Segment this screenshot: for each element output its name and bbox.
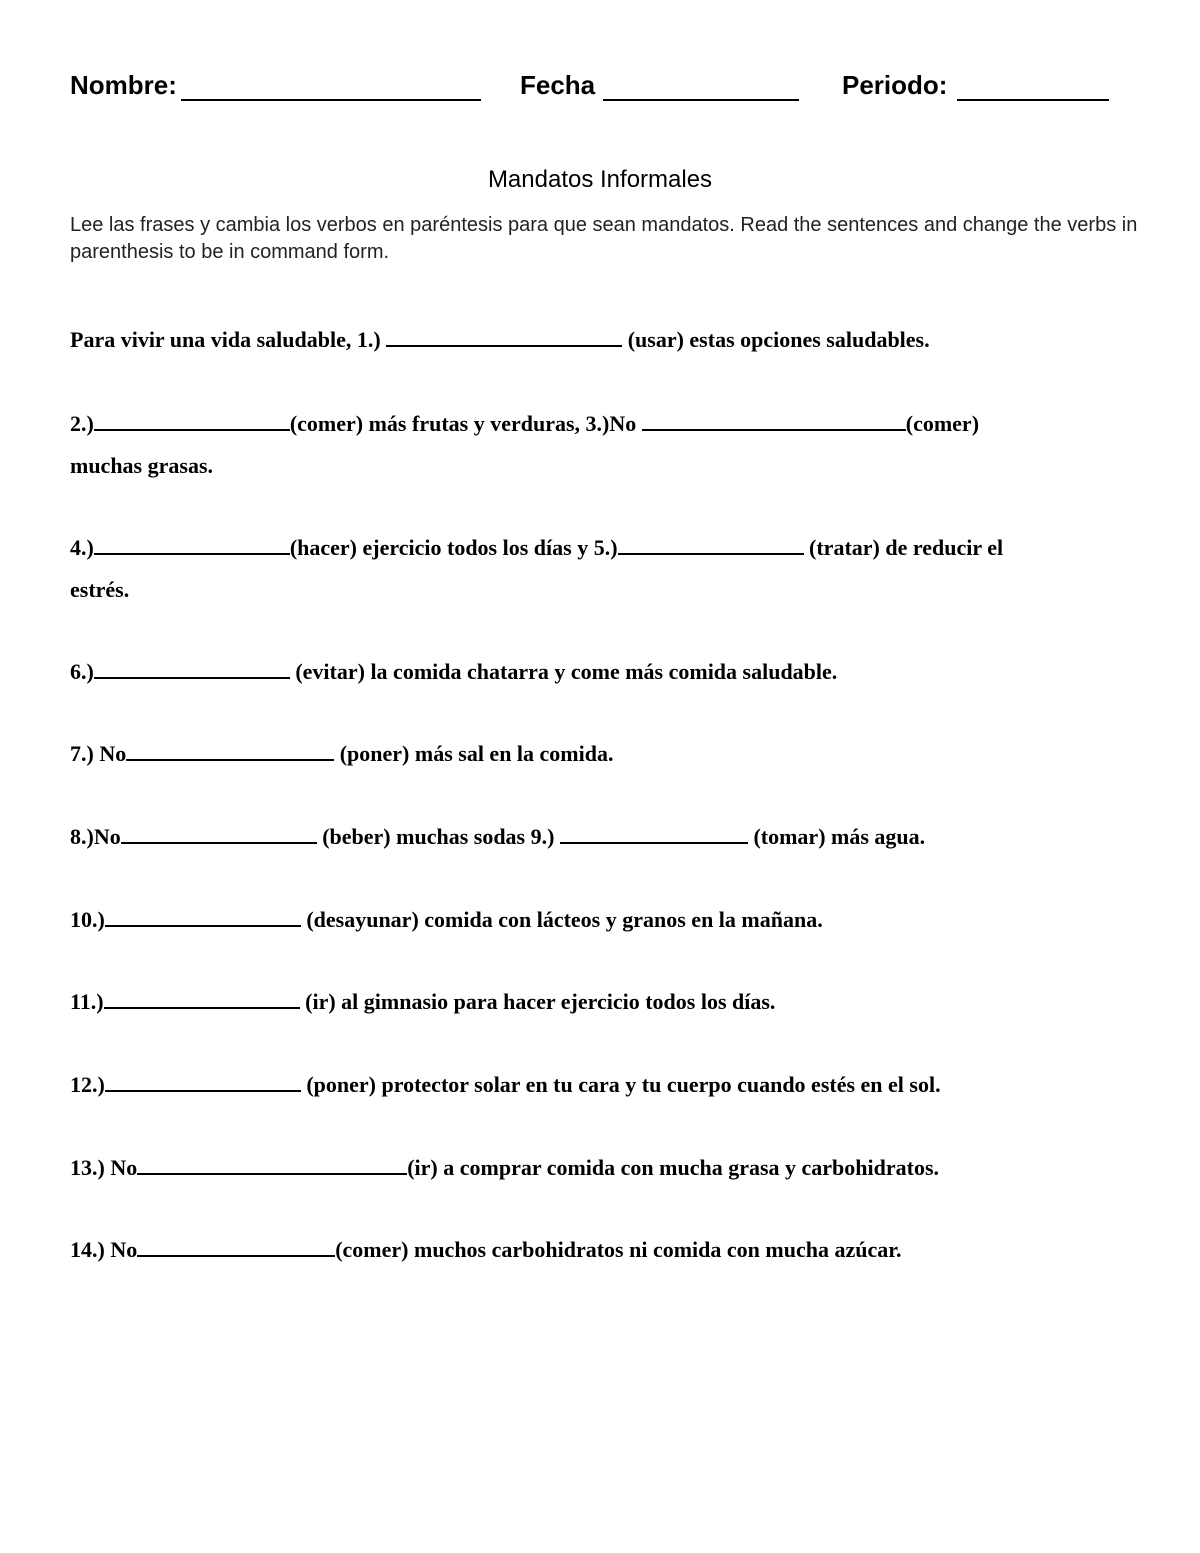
item-text: (tratar) de reducir el xyxy=(803,535,1004,560)
exercise-item-8-9 xyxy=(70,816,1140,858)
answer-blank-2[interactable] xyxy=(94,407,290,431)
item-text: estrés. xyxy=(70,577,130,602)
header-row xyxy=(70,70,1130,106)
item-text: (tomar) más agua. xyxy=(747,824,926,849)
exercise-item-10 xyxy=(70,899,1140,941)
item-text: 8.)No xyxy=(70,824,121,849)
item-text: (poner) más sal en la comida. xyxy=(334,741,614,766)
item-text: 12.) xyxy=(70,1072,105,1097)
item-text: 2.) xyxy=(70,411,94,436)
exercise-item-2-3 xyxy=(70,403,1140,487)
answer-blank-1[interactable] xyxy=(386,323,622,347)
page-title: Mandatos Informales xyxy=(487,166,713,193)
item-text: 14.) No xyxy=(70,1237,138,1262)
item-text: 11.) xyxy=(70,989,104,1014)
item-text: (comer) xyxy=(905,411,980,436)
item-text: 4.) xyxy=(70,535,94,560)
exercise-item-11 xyxy=(70,981,1140,1023)
item-text: (poner) protector solar en tu cara y tu cuerpo cuando estés en el sol. xyxy=(300,1072,941,1097)
item-text: 6.) xyxy=(70,659,94,684)
answer-blank-10[interactable] xyxy=(105,903,301,927)
nombre-field xyxy=(70,70,481,101)
item-text: (comer) muchos carbohidratos ni comida con mucha azúcar. xyxy=(335,1237,902,1262)
item-text: muchas grasas. xyxy=(70,453,214,478)
item-text: (ir) a comprar comida con mucha grasa y carbohidratos. xyxy=(407,1155,940,1180)
exercise-item-1 xyxy=(70,319,1140,361)
answer-blank-14[interactable] xyxy=(137,1233,335,1257)
fecha-blank[interactable] xyxy=(603,73,799,101)
item-text: (hacer) ejercicio todos los días y 5.) xyxy=(289,535,618,560)
item-text: Para vivir una vida saludable, 1.) xyxy=(70,327,387,352)
answer-blank-6[interactable] xyxy=(94,655,290,679)
exercise-item-14 xyxy=(70,1229,1140,1271)
exercise-item-6 xyxy=(70,651,1140,693)
fecha-label: Fecha xyxy=(520,70,596,100)
instructions-text: Lee las frases y cambia los verbos en paréntesis para que sean mandatos. Read the sentences and change the verbs in parenthesis to be in command form. xyxy=(70,214,1138,263)
nombre-label: Nombre: xyxy=(70,70,177,100)
item-text: 13.) No xyxy=(70,1155,138,1180)
answer-blank-9[interactable] xyxy=(560,820,748,844)
answer-blank-7[interactable] xyxy=(126,737,334,761)
item-text: (comer) más frutas y verduras, 3.)No xyxy=(289,411,642,436)
item-text: 10.) xyxy=(70,907,105,932)
periodo-label: Periodo: xyxy=(842,70,948,100)
answer-blank-12[interactable] xyxy=(105,1068,301,1092)
item-text: (desayunar) comida con lácteos y granos en la mañana. xyxy=(300,907,823,932)
answer-blank-13[interactable] xyxy=(137,1151,407,1175)
exercise-item-13 xyxy=(70,1147,1140,1189)
answer-blank-11[interactable] xyxy=(104,985,300,1009)
periodo-field xyxy=(842,70,1109,101)
answer-blank-8[interactable] xyxy=(121,820,317,844)
answer-blank-5[interactable] xyxy=(618,531,804,555)
exercise-item-12 xyxy=(70,1064,1140,1106)
item-text: (beber) muchas sodas 9.) xyxy=(316,824,560,849)
exercise-item-4-5 xyxy=(70,527,1140,611)
item-text: 7.) No xyxy=(70,741,127,766)
periodo-blank[interactable] xyxy=(957,73,1109,101)
exercise-item-7 xyxy=(70,733,1140,775)
item-text: (ir) al gimnasio para hacer ejercicio todos los días. xyxy=(299,989,776,1014)
answer-blank-4[interactable] xyxy=(94,531,290,555)
nombre-blank[interactable] xyxy=(181,73,481,101)
item-text: (usar) estas opciones saludables. xyxy=(622,327,930,352)
item-text: (evitar) la comida chatarra y come más comida saludable. xyxy=(289,659,838,684)
fecha-field xyxy=(520,70,799,101)
answer-blank-3[interactable] xyxy=(642,407,906,431)
